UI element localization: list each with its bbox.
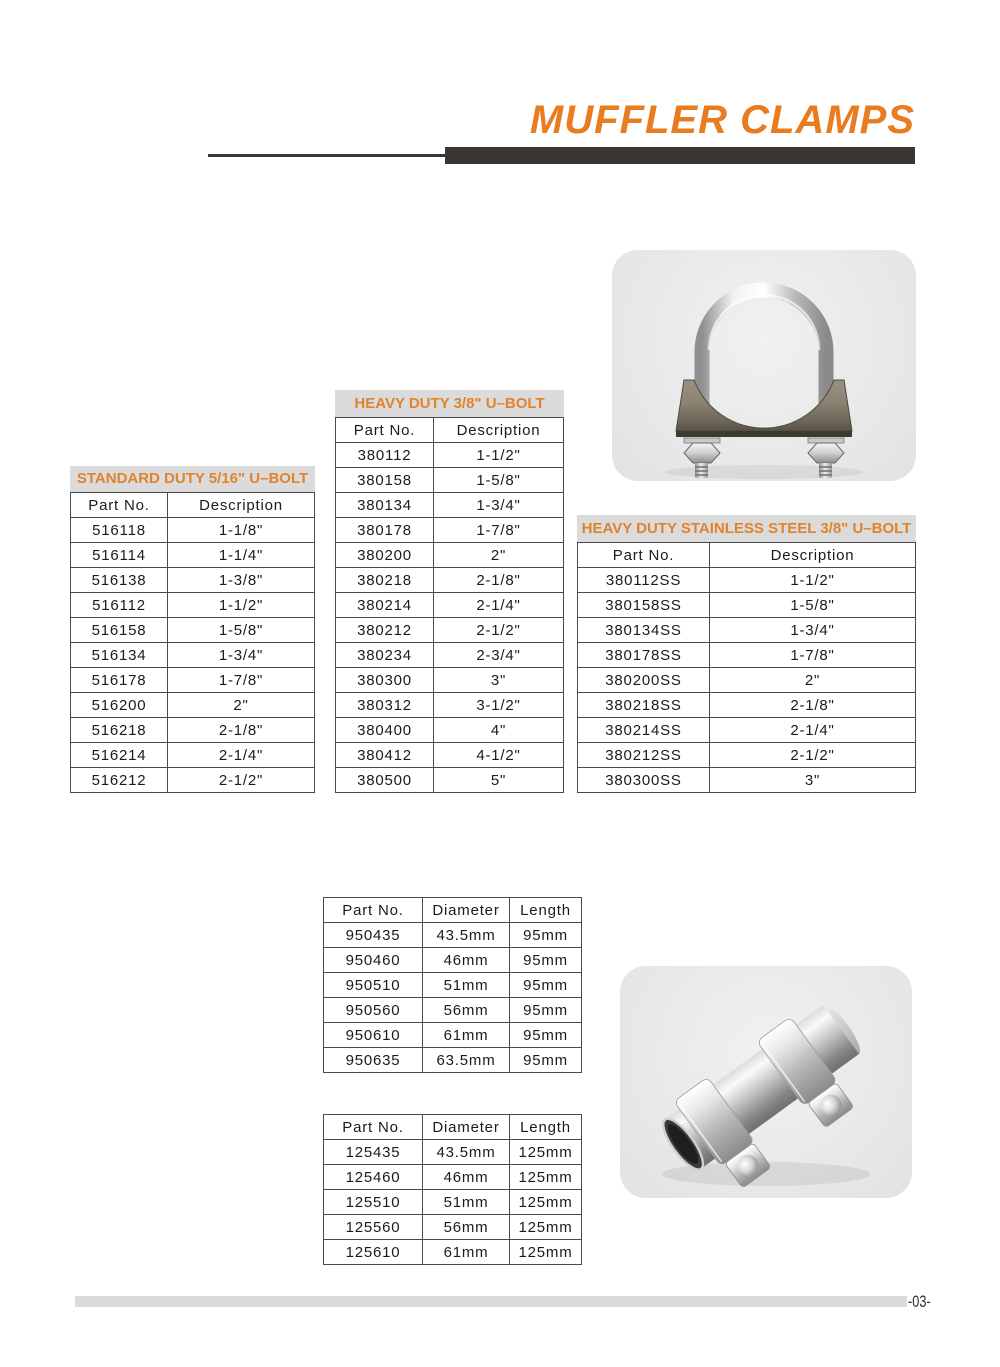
table-cell: 1-5/8" (168, 618, 315, 643)
table-cell: 1-7/8" (710, 643, 916, 668)
table-row (336, 718, 564, 743)
table-header-row (324, 898, 582, 923)
table-cell: 380112 (336, 443, 434, 468)
table-cell: 950560 (324, 998, 423, 1023)
table-cell: 1-3/4" (710, 618, 916, 643)
table-cell: 380178 (336, 518, 434, 543)
table-cell: 2-1/8" (168, 718, 315, 743)
table-row (336, 668, 564, 693)
column-header: Length (510, 1115, 582, 1140)
table-cell: 380234 (336, 643, 434, 668)
table-header-row (324, 1115, 582, 1140)
table-row (336, 468, 564, 493)
table-cell: 2" (710, 668, 916, 693)
table-cell: 2-1/2" (710, 743, 916, 768)
footer-bar (75, 1296, 907, 1307)
table-cell: 56mm (423, 1215, 510, 1240)
table-row (324, 1215, 582, 1240)
table-cell: 61mm (423, 1240, 510, 1265)
column-header: Length (510, 898, 582, 923)
table-cell: 516158 (71, 618, 168, 643)
table-cell: 125435 (324, 1140, 423, 1165)
table-cell: 950435 (324, 923, 423, 948)
table-cell: 95mm (510, 948, 582, 973)
column-header: Description (168, 493, 315, 518)
table-row (71, 593, 315, 618)
table-cell: 125mm (510, 1190, 582, 1215)
column-header: Diameter (423, 1115, 510, 1140)
table-cell: 380500 (336, 768, 434, 793)
table-cell: 1-1/2" (434, 443, 564, 468)
table-cell: 4" (434, 718, 564, 743)
table-row (336, 493, 564, 518)
table-cell: 516212 (71, 768, 168, 793)
table-cell: 46mm (423, 1165, 510, 1190)
table-cell: 1-7/8" (434, 518, 564, 543)
table-cell: 125mm (510, 1165, 582, 1190)
table-cell: 950460 (324, 948, 423, 973)
table-cell: 95mm (510, 998, 582, 1023)
table-cell: 380214SS (578, 718, 710, 743)
table-header-row (336, 418, 564, 443)
stainless-steel-banner: HEAVY DUTY STAINLESS STEEL 3/8" U–BOLT (577, 515, 916, 542)
table-row (324, 1140, 582, 1165)
table-cell: 1-5/8" (434, 468, 564, 493)
table-row (336, 693, 564, 718)
table-cell: 5" (434, 768, 564, 793)
table-cell: 1-3/8" (168, 568, 315, 593)
table-cell: 516134 (71, 643, 168, 668)
table-row (71, 693, 315, 718)
table-cell: 380400 (336, 718, 434, 743)
table-cell: 2-1/4" (434, 593, 564, 618)
table-cell: 380412 (336, 743, 434, 768)
column-header: Part No. (578, 543, 710, 568)
table-cell: 2-3/4" (434, 643, 564, 668)
table-cell: 380200SS (578, 668, 710, 693)
table-cell: 1-3/4" (434, 493, 564, 518)
table-cell: 1-5/8" (710, 593, 916, 618)
table-cell: 43.5mm (423, 923, 510, 948)
heavy-duty-table (335, 417, 564, 793)
table-cell: 125mm (510, 1240, 582, 1265)
table-cell: 380134 (336, 493, 434, 518)
table-cell: 380214 (336, 593, 434, 618)
table-cell: 95mm (510, 973, 582, 998)
table-cell: 950635 (324, 1048, 423, 1073)
table-cell: 2" (168, 693, 315, 718)
table-cell: 1-1/4" (168, 543, 315, 568)
table-row (71, 643, 315, 668)
table-row (71, 768, 315, 793)
table-cell: 380178SS (578, 643, 710, 668)
table-cell: 380312 (336, 693, 434, 718)
column-header: Part No. (71, 493, 168, 518)
page-number: -03- (908, 1292, 931, 1311)
table-cell: 46mm (423, 948, 510, 973)
table-cell: 2-1/4" (710, 718, 916, 743)
table-cell: 2-1/2" (168, 768, 315, 793)
table-row (336, 743, 564, 768)
table-cell: 516214 (71, 743, 168, 768)
table-cell: 95mm (510, 1048, 582, 1073)
table-cell: 380134SS (578, 618, 710, 643)
table-row (336, 543, 564, 568)
table-cell: 63.5mm (423, 1048, 510, 1073)
table-cell: 43.5mm (423, 1140, 510, 1165)
table-cell: 125560 (324, 1215, 423, 1240)
table-row (71, 518, 315, 543)
table-row (578, 643, 916, 668)
table-cell: 516200 (71, 693, 168, 718)
table-row (324, 973, 582, 998)
table-cell: 1-1/2" (168, 593, 315, 618)
column-header: Part No. (324, 1115, 423, 1140)
title-rule-thin (208, 154, 448, 157)
table-cell: 1-3/4" (168, 643, 315, 668)
table-cell: 1-1/8" (168, 518, 315, 543)
table-header-row (578, 543, 916, 568)
table-row (71, 543, 315, 568)
standard-duty-banner: STANDARD DUTY 5/16" U–BOLT (70, 466, 315, 492)
table-cell: 380212 (336, 618, 434, 643)
table-cell: 380158SS (578, 593, 710, 618)
table-cell: 950510 (324, 973, 423, 998)
pipe-sleeve-clamp-photo (620, 966, 912, 1198)
table-row (336, 443, 564, 468)
table-cell: 516178 (71, 668, 168, 693)
table-cell: 125610 (324, 1240, 423, 1265)
table-row (336, 618, 564, 643)
table-cell: 380300 (336, 668, 434, 693)
table-cell: 516114 (71, 543, 168, 568)
table-row (324, 1190, 582, 1215)
table-cell: 2-1/8" (710, 693, 916, 718)
table-cell: 2-1/8" (434, 568, 564, 593)
column-header: Description (710, 543, 916, 568)
heavy-duty-banner: HEAVY DUTY 3/8" U–BOLT (335, 390, 564, 417)
table-row (578, 593, 916, 618)
table-cell: 516138 (71, 568, 168, 593)
column-header: Part No. (324, 898, 423, 923)
table-row (578, 693, 916, 718)
table-row (578, 743, 916, 768)
table-row (336, 518, 564, 543)
table-row (71, 743, 315, 768)
table-cell: 2" (434, 543, 564, 568)
table-row (324, 923, 582, 948)
title-rule-thick (445, 147, 915, 164)
table-row (578, 568, 916, 593)
table-cell: 125mm (510, 1215, 582, 1240)
table-cell: 3-1/2" (434, 693, 564, 718)
table-cell: 516112 (71, 593, 168, 618)
table-cell: 380158 (336, 468, 434, 493)
table-row (71, 618, 315, 643)
sleeve-125mm-table (323, 1114, 582, 1265)
u-bolt-clamp-photo (612, 250, 916, 481)
table-cell: 3" (710, 768, 916, 793)
table-row (336, 768, 564, 793)
table-cell: 1-1/2" (710, 568, 916, 593)
table-row (324, 948, 582, 973)
table-row (578, 668, 916, 693)
table-cell: 95mm (510, 1023, 582, 1048)
table-cell: 3" (434, 668, 564, 693)
stainless-steel-table (577, 542, 916, 793)
table-cell: 51mm (423, 1190, 510, 1215)
standard-duty-table (70, 492, 315, 793)
page-title: MUFFLER CLAMPS (529, 98, 915, 142)
table-row (336, 593, 564, 618)
column-header: Description (434, 418, 564, 443)
table-row (324, 1165, 582, 1190)
table-cell: 516218 (71, 718, 168, 743)
table-row (578, 618, 916, 643)
table-cell: 125mm (510, 1140, 582, 1165)
table-row (324, 1023, 582, 1048)
table-row (578, 718, 916, 743)
table-cell: 380218SS (578, 693, 710, 718)
column-header: Part No. (336, 418, 434, 443)
table-row (336, 643, 564, 668)
table-cell: 125510 (324, 1190, 423, 1215)
table-cell: 380200 (336, 543, 434, 568)
table-cell: 56mm (423, 998, 510, 1023)
table-cell: 516118 (71, 518, 168, 543)
table-cell: 950610 (324, 1023, 423, 1048)
table-cell: 1-7/8" (168, 668, 315, 693)
table-row (324, 1240, 582, 1265)
table-cell: 380112SS (578, 568, 710, 593)
table-row (71, 718, 315, 743)
pipe-sleeve-clamp-illustration (620, 966, 912, 1198)
table-row (578, 768, 916, 793)
table-cell: 2-1/4" (168, 743, 315, 768)
table-cell: 2-1/2" (434, 618, 564, 643)
table-row (71, 568, 315, 593)
table-row (71, 668, 315, 693)
table-row (324, 1048, 582, 1073)
table-cell: 380218 (336, 568, 434, 593)
table-cell: 4-1/2" (434, 743, 564, 768)
column-header: Diameter (423, 898, 510, 923)
table-row (336, 568, 564, 593)
table-header-row (71, 493, 315, 518)
u-bolt-clamp-illustration (612, 250, 916, 481)
table-cell: 61mm (423, 1023, 510, 1048)
table-cell: 380300SS (578, 768, 710, 793)
table-row (324, 998, 582, 1023)
table-cell: 125460 (324, 1165, 423, 1190)
table-cell: 95mm (510, 923, 582, 948)
table-cell: 380212SS (578, 743, 710, 768)
table-cell: 51mm (423, 973, 510, 998)
sleeve-95mm-table (323, 897, 582, 1073)
